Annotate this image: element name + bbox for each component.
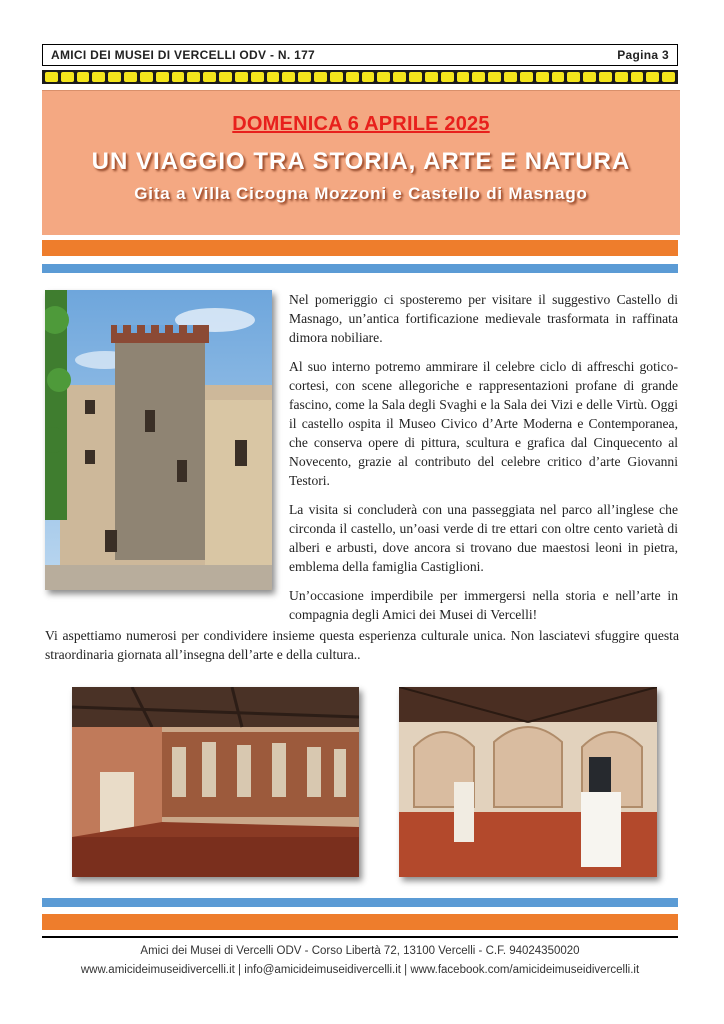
paragraph: Vi aspettiamo numerosi per condividere insieme questa esperienza culturale unica. Non lasciatevi sfuggire questa straordinaria giornata all’insegna dell’arte e della cultura.. bbox=[45, 628, 679, 662]
article-body bbox=[289, 290, 678, 634]
subheadline: Gita a Villa Cicogna Mozzoni e Castello di Masnago bbox=[134, 184, 588, 203]
museum-room-photo bbox=[399, 687, 657, 877]
footer-contacts: www.amicideimuseidivercelli.it | info@amicideimuseidivercelli.it | www.facebook.com/amicideimuseidivercelli.it bbox=[80, 964, 640, 976]
page-number: Pagina 3 bbox=[617, 48, 669, 62]
orange-divider-bottom bbox=[42, 914, 678, 930]
castle-photo bbox=[45, 290, 272, 590]
paragraph: Nel pomeriggio ci sposteremo per visitare il suggestivo Castello di Masnago, un’antica fortificazione medievale trasformata in raffinata dimora nobiliare. bbox=[289, 292, 678, 345]
footer-rule bbox=[42, 936, 678, 938]
paragraph: La visita si concluderà con una passeggiata nel parco all’inglese che circonda il castello, un’oasi verde di tre ettari con oltre cento varietà di alberi e arbusti, dove ancora si trovano due maestosi leoni in pietra, emblema della famiglia Castiglioni. bbox=[289, 502, 678, 574]
headline: UN VIAGGIO TRA STORIA, ARTE E NATURA bbox=[91, 148, 631, 175]
closing-paragraph bbox=[45, 626, 679, 674]
event-date: DOMENICA 6 APRILE 2025 bbox=[232, 113, 490, 135]
fresco-hall-photo bbox=[72, 687, 359, 877]
blue-divider-top bbox=[42, 264, 678, 273]
newsletter-title: AMICI DEI MUSEI DI VERCELLI ODV - N. 177 bbox=[51, 48, 316, 62]
footer-address: Amici dei Musei di Vercelli ODV - Corso Libertà 72, 13100 Vercelli - C.F. 94024350020 bbox=[140, 945, 580, 957]
decorative-dot-border bbox=[42, 70, 678, 84]
paragraph: Al suo interno potremo ammirare il celebre ciclo di affreschi gotico-cortesi, con scene allegoriche e rappresentazioni profane di grande fascino, come la Sala degli Svaghi e la Sala dei Vizi e delle Virtù. Oggi il castello ospita il Museo Civico d’Arte Moderna e Contemporanea, che conserva opere di pittura, scultura e grafica dal Cinquecento al Novecento, grazie al contributo del celebre critico d’arte Giovanni Testori. bbox=[289, 359, 678, 488]
paragraph: Un’occasione imperdibile per immergersi nella storia e nell’arte in compagnia degli Amici dei Musei di Vercelli! bbox=[289, 588, 678, 622]
newsletter-header bbox=[42, 44, 678, 66]
title-banner bbox=[42, 90, 680, 235]
orange-divider-top bbox=[42, 240, 678, 256]
blue-divider-bottom bbox=[42, 898, 678, 907]
